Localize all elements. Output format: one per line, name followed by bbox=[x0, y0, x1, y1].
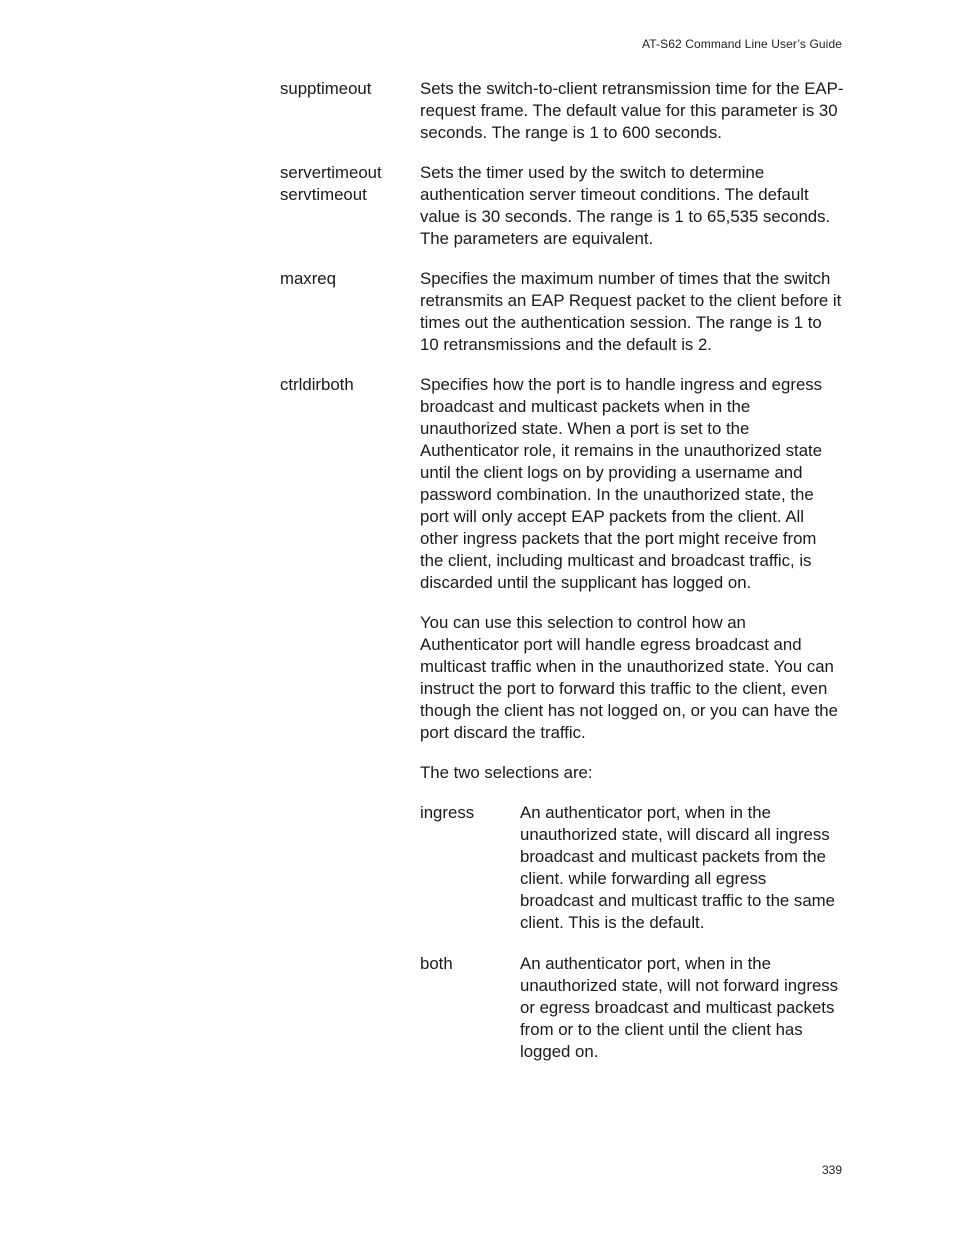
param-name-text: servtimeout bbox=[280, 185, 367, 204]
param-paragraph: Sets the switch-to-client retransmission time for the EAP-request frame. The default value for this parameter is 30 seconds. The range is 1 to 600 seconds. bbox=[420, 79, 844, 142]
param-ctrldirboth bbox=[280, 374, 844, 1082]
param-name-text: servertimeout bbox=[280, 163, 382, 182]
param-paragraph: Specifies the maximum number of times that the switch retransmits an EAP Request packet to the client before it times out the authentication session. The range is 1 to 10 retransmissions and the default is 2. bbox=[420, 269, 842, 354]
param-supptimeout bbox=[280, 78, 844, 144]
param-description bbox=[420, 78, 844, 144]
param-name bbox=[280, 374, 420, 1082]
param-description bbox=[420, 162, 844, 250]
param-name bbox=[280, 268, 420, 356]
param-description bbox=[420, 374, 844, 1082]
param-description bbox=[420, 268, 844, 356]
param-maxreq bbox=[280, 268, 844, 356]
param-name bbox=[280, 162, 420, 250]
param-paragraph: The two selections are: bbox=[420, 763, 593, 782]
param-name-text: ctrldirboth bbox=[280, 375, 354, 394]
option-ingress bbox=[420, 802, 844, 934]
running-header: AT-S62 Command Line User’s Guide bbox=[642, 37, 842, 51]
option-name: ingress bbox=[420, 803, 475, 822]
parameter-list bbox=[280, 78, 844, 1100]
option-description: An authenticator port, when in the unauthorized state, will discard all ingress broadcast and multicast packets from the client. while forwarding all egress broadcast and multicast traffic to the same client. This is the default. bbox=[520, 803, 835, 932]
option-description: An authenticator port, when in the unauthorized state, will not forward ingress or egress broadcast and multicast packets from or to the client until the client has logged on. bbox=[520, 954, 839, 1061]
param-servertimeout bbox=[280, 162, 844, 250]
param-paragraph: Sets the timer used by the switch to determine authentication server timeout conditions. The default value is 30 seconds. The range is 1 to 65,535 seconds. The parameters are equivalent. bbox=[420, 163, 831, 248]
option-both bbox=[420, 953, 844, 1063]
param-name bbox=[280, 78, 420, 144]
param-name-text: supptimeout bbox=[280, 79, 372, 98]
option-name: both bbox=[420, 954, 453, 973]
param-paragraph: You can use this selection to control how an Authenticator port will handle egress broadcast and multicast traffic when in the unauthorized state. You can instruct the port to forward this traffic to the client, even though the client has not logged on, or you can have the port discard the traffic. bbox=[420, 613, 838, 742]
param-paragraph: Specifies how the port is to handle ingress and egress broadcast and multicast packets when in the unauthorized state. When a port is set to the Authenticator role, it remains in the unauthorized state until the client logs on by providing a username and password combination. In the unauthorized state, the port will only accept EAP packets from the client. All other ingress packets that the port might receive from the client, including multicast and broadcast traffic, is discarded until the supplicant has logged on. bbox=[420, 375, 823, 592]
param-name-text: maxreq bbox=[280, 269, 336, 288]
page-number: 339 bbox=[821, 1163, 842, 1177]
